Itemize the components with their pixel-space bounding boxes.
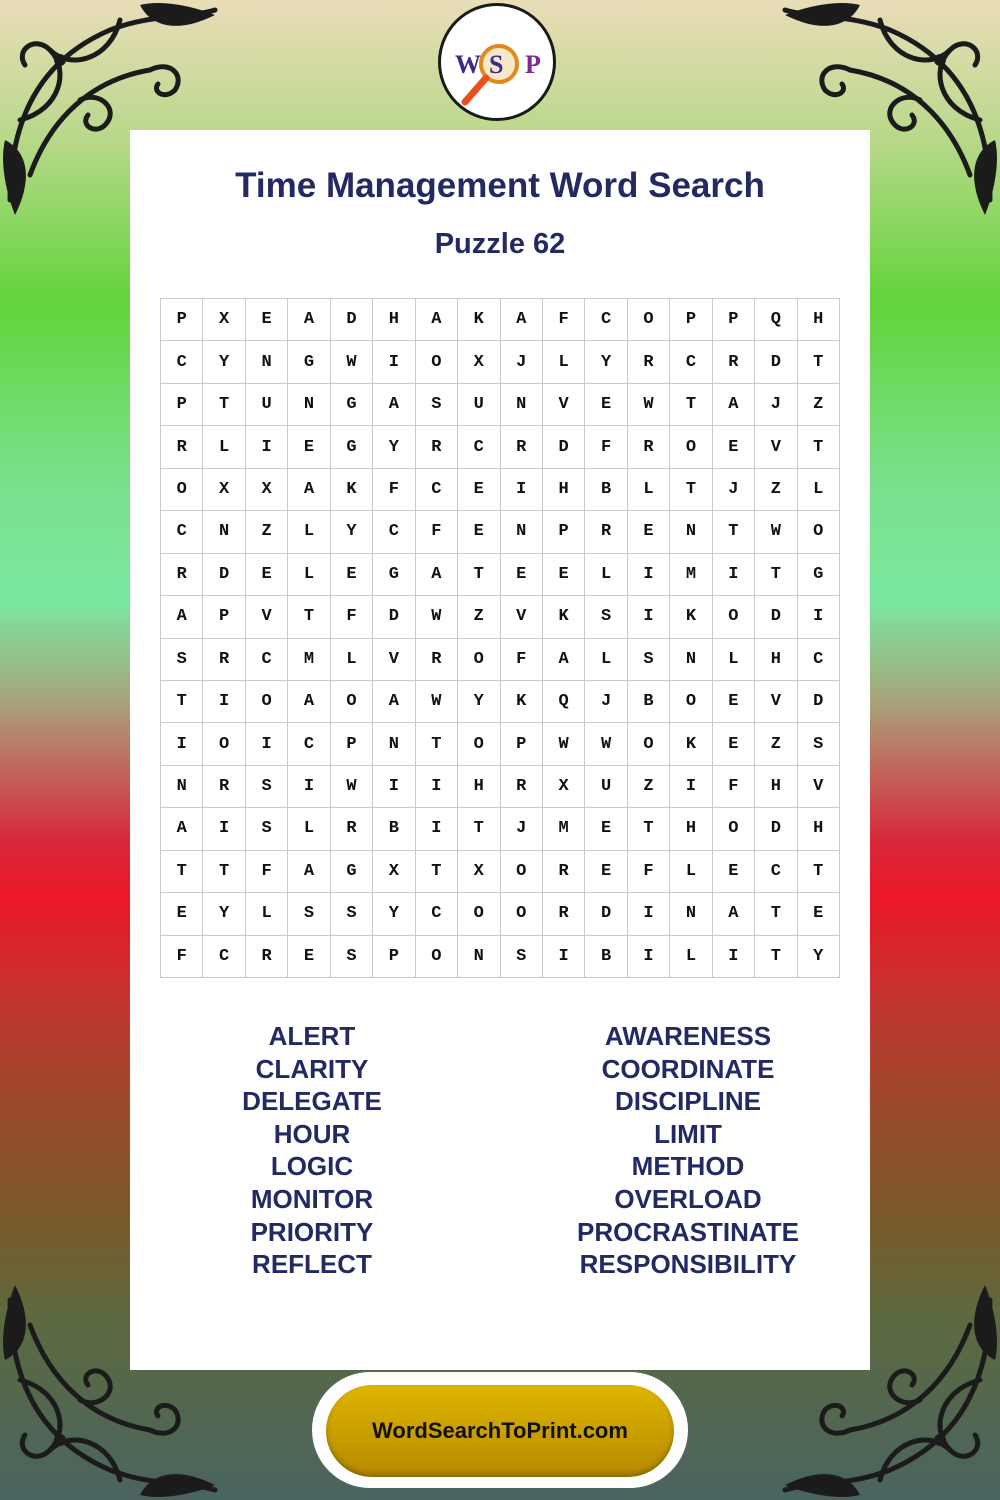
- grid-cell[interactable]: T: [713, 511, 755, 553]
- grid-cell[interactable]: F: [416, 511, 458, 553]
- grid-cell[interactable]: E: [458, 469, 500, 511]
- grid-cell[interactable]: A: [543, 639, 585, 681]
- grid-cell[interactable]: S: [628, 639, 670, 681]
- grid-cell[interactable]: X: [458, 851, 500, 893]
- grid-cell[interactable]: E: [713, 426, 755, 468]
- grid-cell[interactable]: C: [755, 851, 797, 893]
- grid-cell[interactable]: I: [203, 808, 245, 850]
- grid-cell[interactable]: V: [755, 426, 797, 468]
- grid-cell[interactable]: N: [288, 384, 330, 426]
- grid-cell[interactable]: J: [755, 384, 797, 426]
- grid-cell[interactable]: B: [585, 469, 627, 511]
- grid-cell[interactable]: Z: [628, 766, 670, 808]
- grid-cell[interactable]: C: [670, 341, 712, 383]
- grid-cell[interactable]: I: [416, 808, 458, 850]
- grid-cell[interactable]: D: [755, 596, 797, 638]
- word-list-right: [508, 1020, 868, 1281]
- grid-cell[interactable]: H: [373, 299, 415, 341]
- grid-cell[interactable]: P: [203, 596, 245, 638]
- logo-letter-p: P: [525, 50, 541, 79]
- grid-cell[interactable]: F: [585, 426, 627, 468]
- grid-cell[interactable]: D: [373, 596, 415, 638]
- grid-cell[interactable]: O: [798, 511, 840, 553]
- grid-cell[interactable]: E: [246, 554, 288, 596]
- grid-cell[interactable]: A: [416, 554, 458, 596]
- grid-cell[interactable]: R: [628, 426, 670, 468]
- grid-cell[interactable]: N: [670, 511, 712, 553]
- grid-cell[interactable]: X: [373, 851, 415, 893]
- grid-cell[interactable]: F: [628, 851, 670, 893]
- grid-cell[interactable]: S: [246, 766, 288, 808]
- grid-cell[interactable]: X: [543, 766, 585, 808]
- grid-cell[interactable]: W: [543, 723, 585, 765]
- grid-cell[interactable]: T: [670, 469, 712, 511]
- logo-letter-w: W: [455, 50, 481, 79]
- grid-cell[interactable]: C: [203, 936, 245, 978]
- grid-cell[interactable]: B: [585, 936, 627, 978]
- grid-cell[interactable]: P: [501, 723, 543, 765]
- grid-cell[interactable]: R: [416, 426, 458, 468]
- grid-cell[interactable]: O: [458, 723, 500, 765]
- grid-cell[interactable]: L: [585, 554, 627, 596]
- grid-cell[interactable]: O: [713, 596, 755, 638]
- grid-cell[interactable]: J: [713, 469, 755, 511]
- grid-cell[interactable]: G: [798, 554, 840, 596]
- grid-cell[interactable]: G: [373, 554, 415, 596]
- grid-cell[interactable]: X: [203, 299, 245, 341]
- grid-cell[interactable]: T: [798, 341, 840, 383]
- grid-cell[interactable]: C: [798, 639, 840, 681]
- grid-cell[interactable]: E: [585, 851, 627, 893]
- grid-cell[interactable]: T: [458, 808, 500, 850]
- grid-cell[interactable]: G: [331, 426, 373, 468]
- logo-letter-s: S: [489, 50, 504, 79]
- grid-cell[interactable]: T: [798, 426, 840, 468]
- grid-cell[interactable]: P: [161, 384, 203, 426]
- grid-cell[interactable]: S: [288, 893, 330, 935]
- grid-cell[interactable]: B: [628, 681, 670, 723]
- grid-cell[interactable]: R: [501, 766, 543, 808]
- grid-cell[interactable]: I: [713, 936, 755, 978]
- wsp-logo[interactable]: [438, 3, 556, 121]
- grid-cell[interactable]: N: [161, 766, 203, 808]
- grid-cell[interactable]: Y: [203, 341, 245, 383]
- grid-cell[interactable]: F: [331, 596, 373, 638]
- grid-cell[interactable]: T: [755, 936, 797, 978]
- grid-cell[interactable]: R: [203, 639, 245, 681]
- grid-cell[interactable]: E: [543, 554, 585, 596]
- grid-cell[interactable]: T: [798, 851, 840, 893]
- grid-cell[interactable]: Z: [458, 596, 500, 638]
- grid-cell[interactable]: N: [458, 936, 500, 978]
- word-list-item: COORDINATE: [601, 1053, 775, 1084]
- grid-cell[interactable]: L: [288, 808, 330, 850]
- grid-cell[interactable]: A: [501, 299, 543, 341]
- grid-cell[interactable]: J: [501, 808, 543, 850]
- grid-cell[interactable]: I: [246, 426, 288, 468]
- grid-cell[interactable]: H: [755, 639, 797, 681]
- grid-cell[interactable]: I: [628, 893, 670, 935]
- grid-cell[interactable]: A: [288, 469, 330, 511]
- grid-cell[interactable]: D: [585, 893, 627, 935]
- grid-cell[interactable]: E: [501, 554, 543, 596]
- grid-cell[interactable]: L: [288, 511, 330, 553]
- grid-cell[interactable]: J: [585, 681, 627, 723]
- grid-cell[interactable]: I: [246, 723, 288, 765]
- grid-cell[interactable]: F: [246, 851, 288, 893]
- grid-cell[interactable]: W: [755, 511, 797, 553]
- grid-cell[interactable]: V: [543, 384, 585, 426]
- grid-cell[interactable]: E: [288, 936, 330, 978]
- grid-cell[interactable]: B: [373, 808, 415, 850]
- grid-cell[interactable]: A: [288, 681, 330, 723]
- word-list-item: DELEGATE: [242, 1086, 382, 1117]
- grid-cell[interactable]: I: [713, 554, 755, 596]
- grid-cell[interactable]: S: [798, 723, 840, 765]
- grid-cell[interactable]: H: [798, 299, 840, 341]
- grid-cell[interactable]: X: [246, 469, 288, 511]
- grid-cell[interactable]: O: [670, 681, 712, 723]
- grid-cell[interactable]: Q: [755, 299, 797, 341]
- grid-cell[interactable]: L: [670, 851, 712, 893]
- grid-cell[interactable]: M: [288, 639, 330, 681]
- word-list-item: PROCRASTINATE: [577, 1216, 799, 1247]
- grid-cell[interactable]: R: [161, 554, 203, 596]
- grid-cell[interactable]: O: [331, 681, 373, 723]
- grid-cell[interactable]: I: [628, 936, 670, 978]
- grid-cell[interactable]: D: [203, 554, 245, 596]
- grid-cell[interactable]: P: [373, 936, 415, 978]
- grid-cell[interactable]: T: [755, 893, 797, 935]
- grid-cell[interactable]: S: [331, 893, 373, 935]
- grid-cell[interactable]: I: [670, 766, 712, 808]
- grid-cell[interactable]: L: [543, 341, 585, 383]
- grid-cell[interactable]: F: [161, 936, 203, 978]
- grid-cell[interactable]: R: [161, 426, 203, 468]
- grid-cell[interactable]: I: [628, 554, 670, 596]
- grid-cell[interactable]: V: [373, 639, 415, 681]
- grid-cell[interactable]: G: [288, 341, 330, 383]
- grid-cell[interactable]: E: [288, 426, 330, 468]
- grid-cell[interactable]: T: [161, 851, 203, 893]
- grid-cell[interactable]: Y: [373, 893, 415, 935]
- grid-cell[interactable]: K: [543, 596, 585, 638]
- grid-cell[interactable]: A: [161, 596, 203, 638]
- grid-cell[interactable]: Y: [373, 426, 415, 468]
- grid-cell[interactable]: L: [798, 469, 840, 511]
- grid-cell[interactable]: U: [458, 384, 500, 426]
- grid-cell[interactable]: Z: [755, 469, 797, 511]
- word-list-item: LIMIT: [654, 1118, 722, 1149]
- grid-cell[interactable]: O: [203, 723, 245, 765]
- grid-cell[interactable]: C: [416, 469, 458, 511]
- grid-cell[interactable]: D: [755, 341, 797, 383]
- grid-cell[interactable]: A: [288, 851, 330, 893]
- grid-cell[interactable]: E: [713, 723, 755, 765]
- grid-cell[interactable]: A: [288, 299, 330, 341]
- grid-cell[interactable]: R: [416, 639, 458, 681]
- grid-cell[interactable]: R: [543, 851, 585, 893]
- word-list-item: OVERLOAD: [614, 1183, 762, 1214]
- grid-cell[interactable]: L: [203, 426, 245, 468]
- grid-cell[interactable]: O: [501, 893, 543, 935]
- grid-cell[interactable]: R: [585, 511, 627, 553]
- grid-cell[interactable]: K: [331, 469, 373, 511]
- grid-cell[interactable]: O: [458, 893, 500, 935]
- grid-cell[interactable]: E: [246, 299, 288, 341]
- grid-cell[interactable]: Y: [331, 511, 373, 553]
- grid-cell[interactable]: V: [755, 681, 797, 723]
- grid-cell[interactable]: D: [755, 808, 797, 850]
- grid-cell[interactable]: R: [501, 426, 543, 468]
- grid-cell[interactable]: I: [628, 596, 670, 638]
- grid-cell[interactable]: Y: [458, 681, 500, 723]
- grid-cell[interactable]: T: [670, 384, 712, 426]
- grid-cell[interactable]: I: [373, 766, 415, 808]
- word-list-item: REFLECT: [252, 1249, 372, 1280]
- grid-cell[interactable]: H: [543, 469, 585, 511]
- grid-cell[interactable]: F: [713, 766, 755, 808]
- grid-cell[interactable]: O: [628, 723, 670, 765]
- grid-cell[interactable]: N: [670, 639, 712, 681]
- grid-cell[interactable]: E: [713, 851, 755, 893]
- grid-cell[interactable]: E: [331, 554, 373, 596]
- grid-cell[interactable]: P: [161, 299, 203, 341]
- grid-cell[interactable]: I: [203, 681, 245, 723]
- footer-site-link[interactable]: WordSearchToPrint.com: [326, 1385, 674, 1477]
- grid-cell[interactable]: O: [501, 851, 543, 893]
- grid-cell[interactable]: L: [713, 639, 755, 681]
- grid-cell[interactable]: G: [331, 851, 373, 893]
- grid-cell[interactable]: K: [458, 299, 500, 341]
- grid-cell[interactable]: C: [288, 723, 330, 765]
- grid-cell[interactable]: W: [331, 341, 373, 383]
- grid-cell[interactable]: A: [416, 299, 458, 341]
- grid-cell[interactable]: R: [246, 936, 288, 978]
- grid-cell[interactable]: E: [585, 384, 627, 426]
- grid-cell[interactable]: O: [670, 426, 712, 468]
- grid-cell[interactable]: R: [713, 341, 755, 383]
- grid-cell[interactable]: I: [798, 596, 840, 638]
- puzzle-number: Puzzle 62: [434, 228, 566, 260]
- grid-cell[interactable]: O: [628, 299, 670, 341]
- grid-cell[interactable]: M: [670, 554, 712, 596]
- grid-cell[interactable]: D: [798, 681, 840, 723]
- grid-cell[interactable]: F: [373, 469, 415, 511]
- grid-cell[interactable]: X: [203, 469, 245, 511]
- grid-cell[interactable]: F: [543, 299, 585, 341]
- grid-cell[interactable]: O: [416, 936, 458, 978]
- word-list-left: [132, 1020, 492, 1281]
- grid-cell[interactable]: S: [501, 936, 543, 978]
- grid-cell[interactable]: N: [246, 341, 288, 383]
- grid-cell[interactable]: E: [713, 681, 755, 723]
- grid-cell[interactable]: P: [543, 511, 585, 553]
- grid-cell[interactable]: C: [161, 341, 203, 383]
- grid-cell[interactable]: C: [161, 511, 203, 553]
- grid-cell[interactable]: H: [755, 766, 797, 808]
- word-list-item: LOGIC: [270, 1151, 354, 1182]
- grid-cell[interactable]: V: [798, 766, 840, 808]
- grid-cell[interactable]: X: [458, 341, 500, 383]
- grid-cell[interactable]: L: [288, 554, 330, 596]
- page-title: Time Management Word Search: [235, 166, 765, 205]
- grid-cell[interactable]: S: [331, 936, 373, 978]
- grid-cell[interactable]: I: [373, 341, 415, 383]
- grid-cell[interactable]: C: [246, 639, 288, 681]
- grid-cell[interactable]: E: [798, 893, 840, 935]
- grid-cell[interactable]: K: [670, 723, 712, 765]
- grid-cell[interactable]: I: [161, 723, 203, 765]
- grid-cell[interactable]: Y: [798, 936, 840, 978]
- grid-cell[interactable]: L: [585, 639, 627, 681]
- grid-cell[interactable]: A: [713, 384, 755, 426]
- grid-cell[interactable]: T: [416, 723, 458, 765]
- grid-cell[interactable]: T: [458, 554, 500, 596]
- grid-cell[interactable]: M: [543, 808, 585, 850]
- grid-cell[interactable]: E: [585, 808, 627, 850]
- grid-cell[interactable]: T: [416, 851, 458, 893]
- grid-cell[interactable]: T: [203, 851, 245, 893]
- letter-grid: [160, 298, 840, 978]
- grid-cell[interactable]: V: [246, 596, 288, 638]
- grid-cell[interactable]: Y: [585, 341, 627, 383]
- grid-cell[interactable]: E: [161, 893, 203, 935]
- word-list-item: MONITOR: [250, 1183, 374, 1214]
- grid-cell[interactable]: O: [416, 341, 458, 383]
- grid-cell[interactable]: R: [543, 893, 585, 935]
- grid-cell[interactable]: V: [501, 596, 543, 638]
- grid-cell[interactable]: L: [331, 639, 373, 681]
- grid-cell[interactable]: O: [246, 681, 288, 723]
- grid-cell[interactable]: H: [798, 808, 840, 850]
- grid-cell[interactable]: K: [501, 681, 543, 723]
- grid-cell[interactable]: S: [246, 808, 288, 850]
- grid-cell[interactable]: N: [203, 511, 245, 553]
- grid-cell[interactable]: E: [628, 511, 670, 553]
- word-list-item: PRIORITY: [250, 1216, 374, 1247]
- grid-cell[interactable]: J: [501, 341, 543, 383]
- grid-cell[interactable]: U: [585, 766, 627, 808]
- grid-cell[interactable]: A: [373, 681, 415, 723]
- grid-cell[interactable]: C: [458, 426, 500, 468]
- grid-cell[interactable]: T: [755, 554, 797, 596]
- grid-cell[interactable]: S: [585, 596, 627, 638]
- grid-cell[interactable]: S: [161, 639, 203, 681]
- grid-cell[interactable]: L: [628, 469, 670, 511]
- grid-cell[interactable]: S: [416, 384, 458, 426]
- grid-cell[interactable]: P: [670, 299, 712, 341]
- grid-cell[interactable]: O: [161, 469, 203, 511]
- grid-cell[interactable]: A: [373, 384, 415, 426]
- grid-cell[interactable]: I: [288, 766, 330, 808]
- grid-cell[interactable]: P: [331, 723, 373, 765]
- grid-cell[interactable]: W: [331, 766, 373, 808]
- grid-cell[interactable]: U: [246, 384, 288, 426]
- grid-cell[interactable]: I: [416, 766, 458, 808]
- word-list-item: ALERT: [268, 1021, 356, 1051]
- grid-cell[interactable]: L: [670, 936, 712, 978]
- grid-cell[interactable]: N: [373, 723, 415, 765]
- grid-cell[interactable]: I: [543, 936, 585, 978]
- grid-cell[interactable]: A: [161, 808, 203, 850]
- grid-cell[interactable]: Z: [755, 723, 797, 765]
- grid-cell[interactable]: H: [670, 808, 712, 850]
- grid-cell[interactable]: N: [670, 893, 712, 935]
- grid-cell[interactable]: D: [543, 426, 585, 468]
- grid-cell[interactable]: C: [416, 893, 458, 935]
- grid-cell[interactable]: W: [416, 681, 458, 723]
- grid-cell[interactable]: Z: [798, 384, 840, 426]
- grid-cell[interactable]: W: [585, 723, 627, 765]
- grid-cell[interactable]: P: [713, 299, 755, 341]
- grid-cell[interactable]: Q: [543, 681, 585, 723]
- word-list-item: DISCIPLINE: [615, 1086, 761, 1117]
- grid-cell[interactable]: T: [288, 596, 330, 638]
- grid-cell[interactable]: R: [203, 766, 245, 808]
- word-list-item: HOUR: [273, 1118, 351, 1149]
- grid-cell[interactable]: Z: [246, 511, 288, 553]
- grid-cell[interactable]: K: [670, 596, 712, 638]
- grid-cell[interactable]: A: [713, 893, 755, 935]
- grid-cell[interactable]: W: [628, 384, 670, 426]
- grid-cell[interactable]: E: [458, 511, 500, 553]
- grid-cell[interactable]: T: [203, 384, 245, 426]
- grid-cell[interactable]: G: [331, 384, 373, 426]
- word-list-item: AWARENESS: [604, 1021, 772, 1051]
- word-list-item: METHOD: [631, 1151, 745, 1182]
- grid-cell[interactable]: H: [458, 766, 500, 808]
- grid-cell[interactable]: Y: [203, 893, 245, 935]
- grid-cell[interactable]: T: [161, 681, 203, 723]
- grid-cell[interactable]: C: [585, 299, 627, 341]
- grid-cell[interactable]: C: [373, 511, 415, 553]
- word-list-item: CLARITY: [255, 1053, 369, 1084]
- grid-cell[interactable]: D: [331, 299, 373, 341]
- grid-cell[interactable]: R: [331, 808, 373, 850]
- grid-cell[interactable]: F: [501, 639, 543, 681]
- grid-cell[interactable]: O: [713, 808, 755, 850]
- grid-cell[interactable]: I: [501, 469, 543, 511]
- grid-cell[interactable]: O: [458, 639, 500, 681]
- grid-cell[interactable]: N: [501, 511, 543, 553]
- grid-cell[interactable]: L: [246, 893, 288, 935]
- word-list-item: RESPONSIBILITY: [579, 1249, 797, 1280]
- grid-cell[interactable]: N: [501, 384, 543, 426]
- grid-cell[interactable]: W: [416, 596, 458, 638]
- grid-cell[interactable]: R: [628, 341, 670, 383]
- grid-cell[interactable]: T: [628, 808, 670, 850]
